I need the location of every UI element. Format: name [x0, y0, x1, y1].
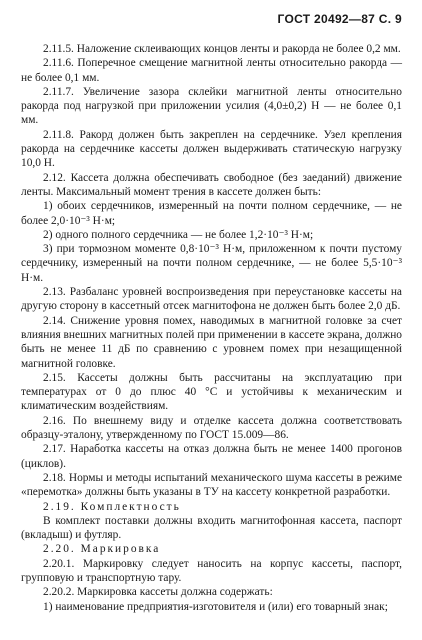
list-item-2: 2) одного полного сердечника — не более 1,2·10⁻³ Н·м; [43, 228, 314, 241]
list-item-3: 3) при тормозном моменте 0,8·10⁻³ Н·м, приложенном к почти пустому сердечнику, измеренный на почти полном сердечнике, — не более 5,5·10⁻³ Н·м. [21, 243, 402, 284]
paragraph-2-17: 2.17. Наработка кассеты на отказ должна быть не менее 1400 прогонов (циклов). [21, 443, 402, 470]
marking-item-1: 1) наименование предприятия-изготовителя и (или) его товарный знак; [43, 600, 388, 613]
paragraph-2-14: 2.14. Снижение уровня помех, наводимых в магнитной головке за счет влияния внешних магнитных полей при применении в кассете экрана, должно быть не менее 11 дБ по сравнению с уровнем помех при незащищенной магнитной головке. [21, 314, 402, 370]
document-body [21, 42, 402, 614]
page-header: ГОСТ 20492—87 С. 9 [277, 12, 402, 26]
paragraph-2-20-1: 2.20.1. Маркировку следует наносить на корпус кассеты, паспорт, групповую и транспортную тару. [21, 557, 402, 584]
paragraph-2-11-8: 2.11.8. Ракорд должен быть закреплен на сердечнике. Узел крепления ракорда на сердечнике кассеты должен выдерживать статическую нагрузку 10,0 Н. [21, 128, 402, 170]
paragraph-2-18: 2.18. Нормы и методы испытаний механического шума кассеты в режиме «перемотка» должны быть указаны в ТУ на кассету конкретной разработки. [21, 471, 402, 499]
paragraph-2-15: 2.15. Кассеты должны быть рассчитаны на эксплуатацию при температурах от 0 до плюс 40 °С и устойчивы к механическим и климатическим воздействиям. [21, 371, 402, 413]
paragraph-2-12: 2.12. Кассета должна обеспечивать свободное (без заеданий) движение ленты. Максимальный момент трения в кассете должен быть: [21, 171, 402, 198]
section-heading-2-19: 2.19. Комплектность [43, 500, 181, 513]
paragraph-2-20-2: 2.20.2. Маркировка кассеты должна содержать: [43, 586, 273, 599]
paragraph-2-16: 2.16. По внешнему виду и отделке кассета должна соответствовать образцу-эталону, утвержденному по ГОСТ 15.009—86. [21, 414, 402, 442]
paragraph-completeness: В комплект поставки должны входить магнитофонная кассета, паспорт (вкладыш) и футляр. [21, 514, 402, 542]
paragraph-2-11-6: 2.11.6. Поперечное смещение магнитной ленты относительно ракорда — не более 0,1 мм. [21, 57, 402, 84]
paragraph-2-11-7: 2.11.7. Увеличение зазора склейки магнитной ленты относительно ракорда под нагрузкой при приложении усилия (4,0±0,2) Н — не более 0,1 мм. [21, 85, 402, 127]
paragraph-2-13: 2.13. Разбаланс уровней воспроизведения при переустановке кассеты на другую сторону в кассетный отсек магнитофона не должен быть более 2,0 дБ. [21, 286, 402, 313]
list-item-1: 1) обоих сердечников, измеренный на почти полном сердечнике, — не более 2,0·10⁻³ Н·м; [21, 200, 402, 227]
section-heading-2-20: 2.20. Маркировка [43, 543, 161, 556]
paragraph-2-11-5: 2.11.5. Наложение склеивающих концов ленты и ракорда не более 0,2 мм. [43, 43, 401, 55]
